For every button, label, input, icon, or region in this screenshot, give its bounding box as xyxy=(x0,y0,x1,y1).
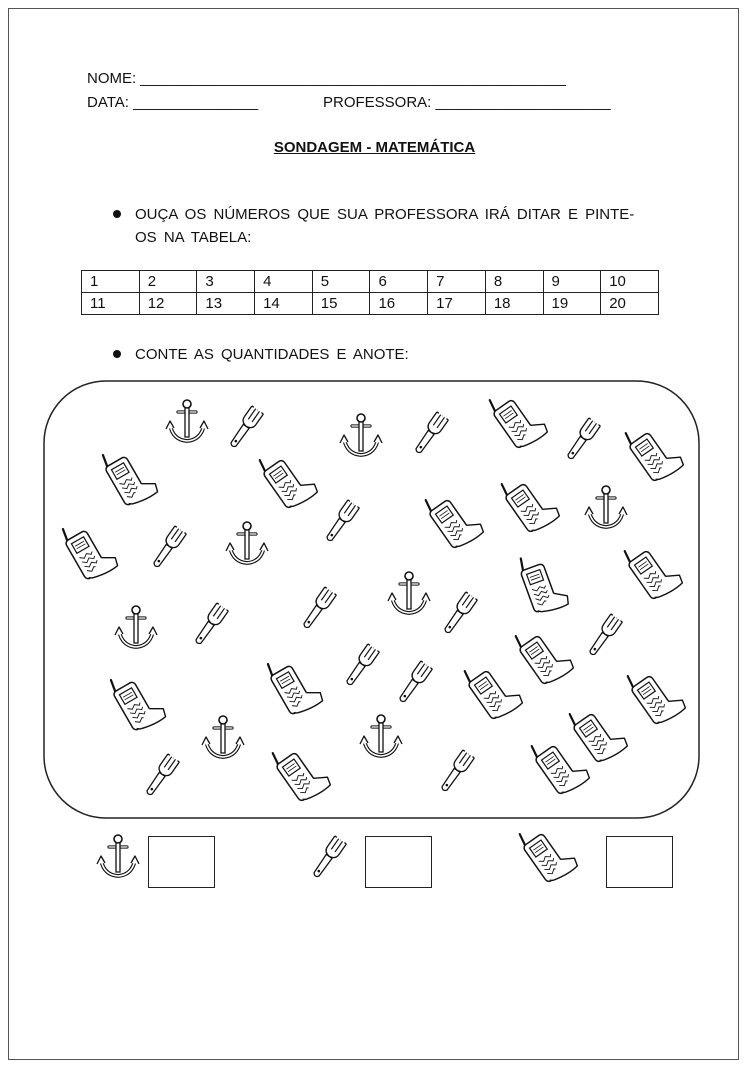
nome-label: NOME: xyxy=(87,70,137,87)
professora-label: PROFESSORA: xyxy=(323,94,432,111)
phone-icon xyxy=(621,533,685,603)
fork-icon xyxy=(323,500,360,544)
fork-icon xyxy=(564,418,601,462)
phone-icon xyxy=(59,514,120,584)
count-instruction: CONTE AS QUANTIDADES E ANOTE: xyxy=(135,346,409,363)
phone-icon xyxy=(516,816,580,886)
anchor-icon xyxy=(202,716,244,757)
anchor-icon xyxy=(97,835,139,876)
number-cell[interactable]: 19 xyxy=(543,293,601,315)
number-cell[interactable]: 16 xyxy=(370,293,428,315)
anchor-icon xyxy=(226,522,268,563)
fork-icon xyxy=(438,750,475,794)
phone-icon xyxy=(461,653,525,723)
phone-count-box[interactable] xyxy=(606,836,673,888)
number-cell[interactable]: 12 xyxy=(139,293,197,315)
number-cell[interactable]: 6 xyxy=(370,271,428,293)
dictation-instruction-line1: OUÇA OS NÚMEROS QUE SUA PROFESSORA IRÁ DITAR E PINTE- xyxy=(135,206,635,223)
phone-icon xyxy=(269,735,333,805)
anchor-icon xyxy=(115,606,157,647)
fork-icon xyxy=(412,412,449,456)
phone-icon xyxy=(486,382,550,452)
phone-icon xyxy=(498,466,562,536)
phone-icon xyxy=(516,548,570,616)
anchor-count-box[interactable] xyxy=(148,836,215,888)
number-cell[interactable]: 9 xyxy=(543,271,601,293)
anchor-icon xyxy=(360,715,402,756)
phone-icon xyxy=(107,665,168,735)
anchor-icon xyxy=(388,572,430,613)
number-cell[interactable]: 3 xyxy=(197,271,255,293)
fork-icon xyxy=(300,587,337,631)
nome-blank-line: ___________________________________________________ xyxy=(140,70,566,87)
fork-icon xyxy=(396,661,433,705)
number-cell[interactable]: 8 xyxy=(485,271,543,293)
number-cell[interactable]: 11 xyxy=(82,293,140,315)
worksheet-title: SONDAGEM - MATEMÁTICA xyxy=(273,139,476,156)
fork-count-box[interactable] xyxy=(365,836,432,888)
number-cell[interactable]: 2 xyxy=(139,271,197,293)
number-cell[interactable]: 5 xyxy=(312,271,370,293)
anchor-icon xyxy=(166,400,208,441)
phone-icon xyxy=(422,482,486,552)
number-cell[interactable]: 15 xyxy=(312,293,370,315)
phone-icon xyxy=(622,415,686,485)
fork-icon xyxy=(310,836,347,880)
fork-icon xyxy=(586,614,623,658)
number-cell[interactable]: 14 xyxy=(255,293,313,315)
number-cell[interactable]: 10 xyxy=(601,271,659,293)
fork-icon xyxy=(143,754,180,798)
data-blank-line: _______________ xyxy=(133,94,259,111)
fork-icon xyxy=(441,592,478,636)
phone-icon xyxy=(624,658,688,728)
number-cell[interactable]: 4 xyxy=(255,271,313,293)
number-cell[interactable]: 7 xyxy=(428,271,486,293)
number-cell[interactable]: 18 xyxy=(485,293,543,315)
number-cell[interactable]: 13 xyxy=(197,293,255,315)
number-cell[interactable]: 20 xyxy=(601,293,659,315)
phone-icon xyxy=(566,696,630,766)
professora-blank-line: _____________________ xyxy=(435,94,611,111)
phone-icon xyxy=(256,442,320,512)
fork-icon xyxy=(343,644,380,688)
phone-icon xyxy=(264,649,325,719)
number-cell[interactable]: 17 xyxy=(428,293,486,315)
anchor-icon xyxy=(585,486,627,527)
fork-icon xyxy=(227,406,264,450)
phone-icon xyxy=(512,618,576,688)
phone-icon xyxy=(99,440,160,510)
fork-icon xyxy=(192,603,229,647)
number-cell[interactable]: 1 xyxy=(82,271,140,293)
fork-icon xyxy=(150,526,187,570)
anchor-icon xyxy=(340,414,382,455)
dictation-instruction-line2: OS NA TABELA: xyxy=(135,229,252,246)
data-label: DATA: xyxy=(87,94,129,111)
